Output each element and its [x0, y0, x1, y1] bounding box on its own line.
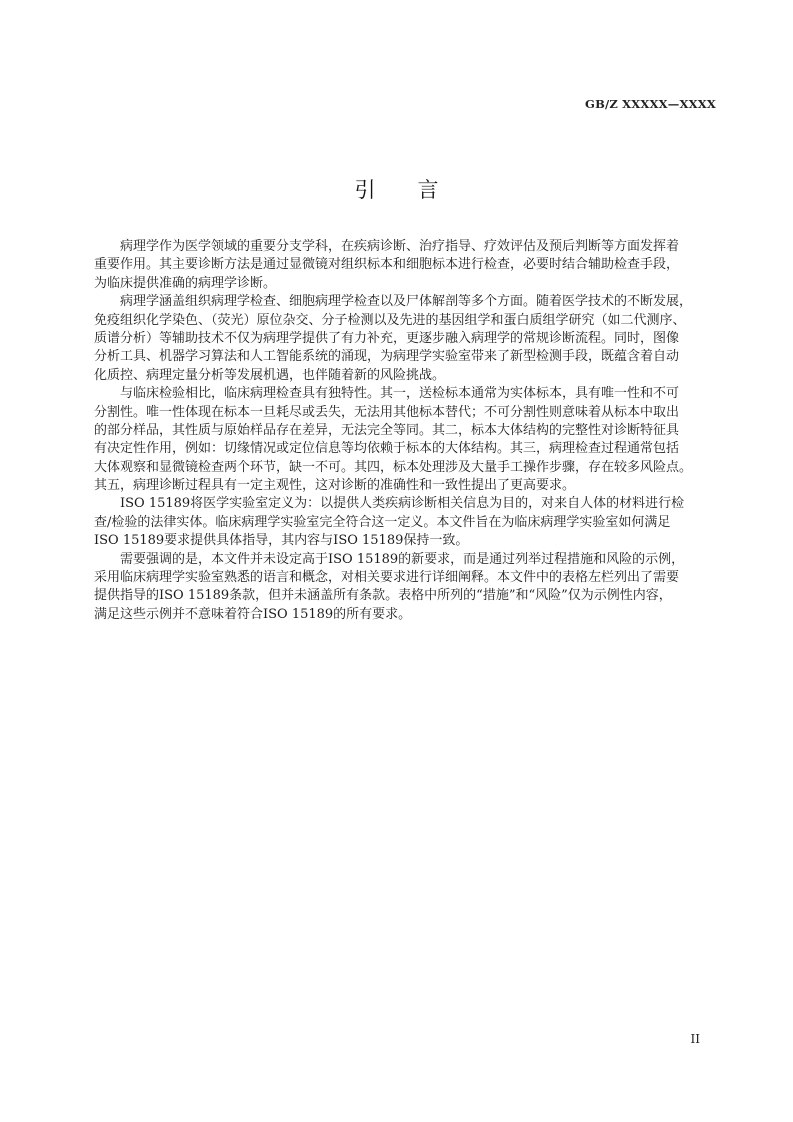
paragraph	[94, 293, 718, 385]
text-line: 免疫组织化学染色、（荧光）原位杂交、分子检测以及先进的基因组学和蛋白质组学研究（如二代测序、	[94, 312, 686, 328]
paragraph	[94, 551, 718, 625]
text-line: 的部分样品，其性质与原始样品存在差异，无法完全等同。其二，标本大体结构的完整性对诊断特征具	[94, 422, 680, 438]
text-line: 采用临床病理学实验室熟悉的语言和概念，对相关要求进行详细阐释。本文件中的表格左栏列出了需要	[94, 570, 680, 586]
text-line: 分析工具、机器学习算法和人工智能系统的涌现，为病理学实验室带来了新型检测手段，既蕴含着自动	[94, 349, 680, 365]
text-line: 查/检验的法律实体。临床病理学实验室完全符合这一定义。本文件旨在为临床病理学实验室如何满足	[94, 514, 671, 530]
text-line: ISO 15189要求提供具体指导，其内容与ISO 15189保持一致。	[94, 533, 469, 549]
paragraph	[94, 495, 718, 550]
section-title: 引言	[354, 178, 481, 202]
paragraph	[94, 385, 718, 495]
text-line: 与临床检验相比，临床病理检查具有独特性。其一，送检标本通常为实体标本，具有唯一性和不可	[120, 386, 680, 402]
text-line: 其五，病理诊断过程具有一定主观性，这对诊断的准确性和一致性提出了更高要求。	[94, 478, 576, 494]
page-number: II	[690, 1032, 700, 1046]
text-line: 分割性。唯一性体现在标本一旦耗尽或丢失，无法用其他标本替代；不可分割性则意味着从标本中取出	[94, 404, 680, 420]
text-line: 提供指导的ISO 15189条款，但并未涵盖所有条款。表格中所列的“措施”和“风险”仅为示例性内容，	[94, 588, 672, 604]
text-line: 满足这些示例并不意味着符合ISO 15189的所有要求。	[94, 606, 412, 622]
text-line: 需要强调的是，本文件并未设定高于ISO 15189的新要求，而是通过列举过程措施和风险的示例，	[120, 551, 685, 567]
text-line: 有决定性作用，例如：切缘情况或定位信息等均依赖于标本的大体结构。其三，病理检查过程通常包括	[94, 441, 680, 457]
text-line: 质谱分析）等辅助技术不仅为病理学提供了有力补充，更逐步融入病理学的常规诊断流程。同时，图像	[94, 330, 680, 346]
document-code: GB/Z XXXXX—XXXX	[585, 97, 716, 111]
document-body	[94, 238, 718, 624]
text-line: 病理学作为医学领域的重要分支学科，在疾病诊断、治疗指导、疗效评估及预后判断等方面发挥着	[120, 239, 680, 254]
paragraph	[94, 238, 718, 293]
text-line: 化质控、病理定量分析等发展机遇，也伴随着新的风险挑战。	[94, 367, 446, 383]
text-line: ISO 15189将医学实验室定义为：以提供人类疾病诊断相关信息为目的，对来自人体的材料进行检	[120, 496, 685, 512]
text-line: 为临床提供准确的病理学诊断。	[94, 275, 277, 291]
text-line: 重要作用。其主要诊断方法是通过显微镜对组织标本和细胞标本进行检查，必要时结合辅助检查手段，	[94, 257, 680, 273]
text-line: 病理学涵盖组织病理学检查、细胞病理学检查以及尸体解剖等多个方面。随着医学技术的不断发展，	[120, 294, 693, 310]
text-line: 大体观察和显微镜检查两个环节，缺一不可。其四，标本处理涉及大量手工操作步骤，存在较多风险点。	[94, 459, 693, 475]
